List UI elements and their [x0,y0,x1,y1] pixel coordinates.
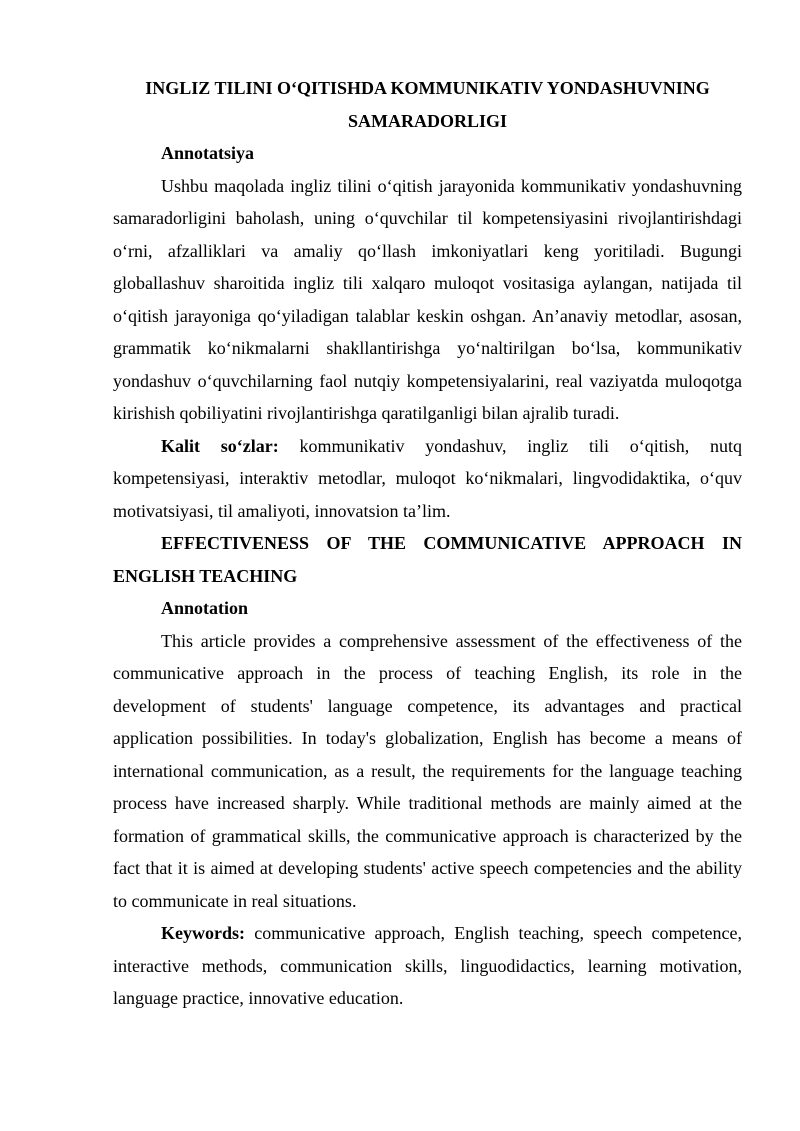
heading-annotation-en: Annotation [161,598,249,618]
title-uz-line2: SAMARADORLIGI [347,110,507,131]
keywords-uz-label: Kalit soʻzlar: [161,435,279,456]
keywords-uz-text: kommunikativ yondashuv, ingliz tili oʻqitish, nutq kompetensiyasi, interaktiv metodlar, muloqot koʻnikmalari, lingvodidaktika, oʻquv motivatsiyasi, til amaliyoti, innovatsion ta’lim. [113,435,742,521]
paragraph-keywords-en [113,917,742,1015]
heading-annotatsiya: Annotatsiya [161,143,255,163]
keywords-en-label: Keywords: [161,923,245,943]
keywords-en-text: communicative approach, English teaching, speech competence, interactive methods, communication skills, linguodidactics, learning motivation, language practice, innovative education. [113,923,742,1008]
paragraph-annotation-uz: Ushbu maqolada ingliz tilini oʻqitish jarayonida kommunikativ yondashuvning samaradorligini baholash, uning oʻquvchilar til kompetensiyasini rivojlantirishdagi oʻrni, afzalliklari va amaliy qoʻllash imkoniyatlari keng yoritiladi. Bugungi globallashuv sharoitida ingliz tili xalqaro muloqot vositasiga aylangan, natijada til oʻqitish jarayoniga qoʻyiladigan talablar keskin oshgan. An’anaviy metodlar, asosan, grammatik koʻnikmalarni shakllantirishga yoʻnaltirilgan boʻlsa, kommunikativ yondashuv oʻquvchilarning faol nutqiy kompetensiyalarini, real vaziyatda muloqotga kirishish qobiliyatini rivojlantirishga qaratilganligi bilan ajralib turadi. [113,175,742,423]
title-en: EFFECTIVENESS OF THE COMMUNICATIVE APPROACH IN ENGLISH TEACHING [113,533,742,586]
paragraph-keywords-uz [113,430,742,528]
paragraph-annotation-en: This article provides a comprehensive assessment of the effectiveness of the communicative approach in the process of teaching English, its role in the development of students' language competence, its advantages and practical application possibilities. In today's globalization, English has become a means of international communication, as a result, the requirements for the language teaching process have increased sharply. While traditional methods are mainly aimed at the formation of grammatical skills, the communicative approach is characterized by the fact that it is aimed at developing students' active speech competencies and the ability to communicate in real situations. [113,630,742,911]
title-uz-line1: INGLIZ TILINI OʻQITISHDA KOMMUNIKATIV YONDASHUVNING [145,78,710,98]
